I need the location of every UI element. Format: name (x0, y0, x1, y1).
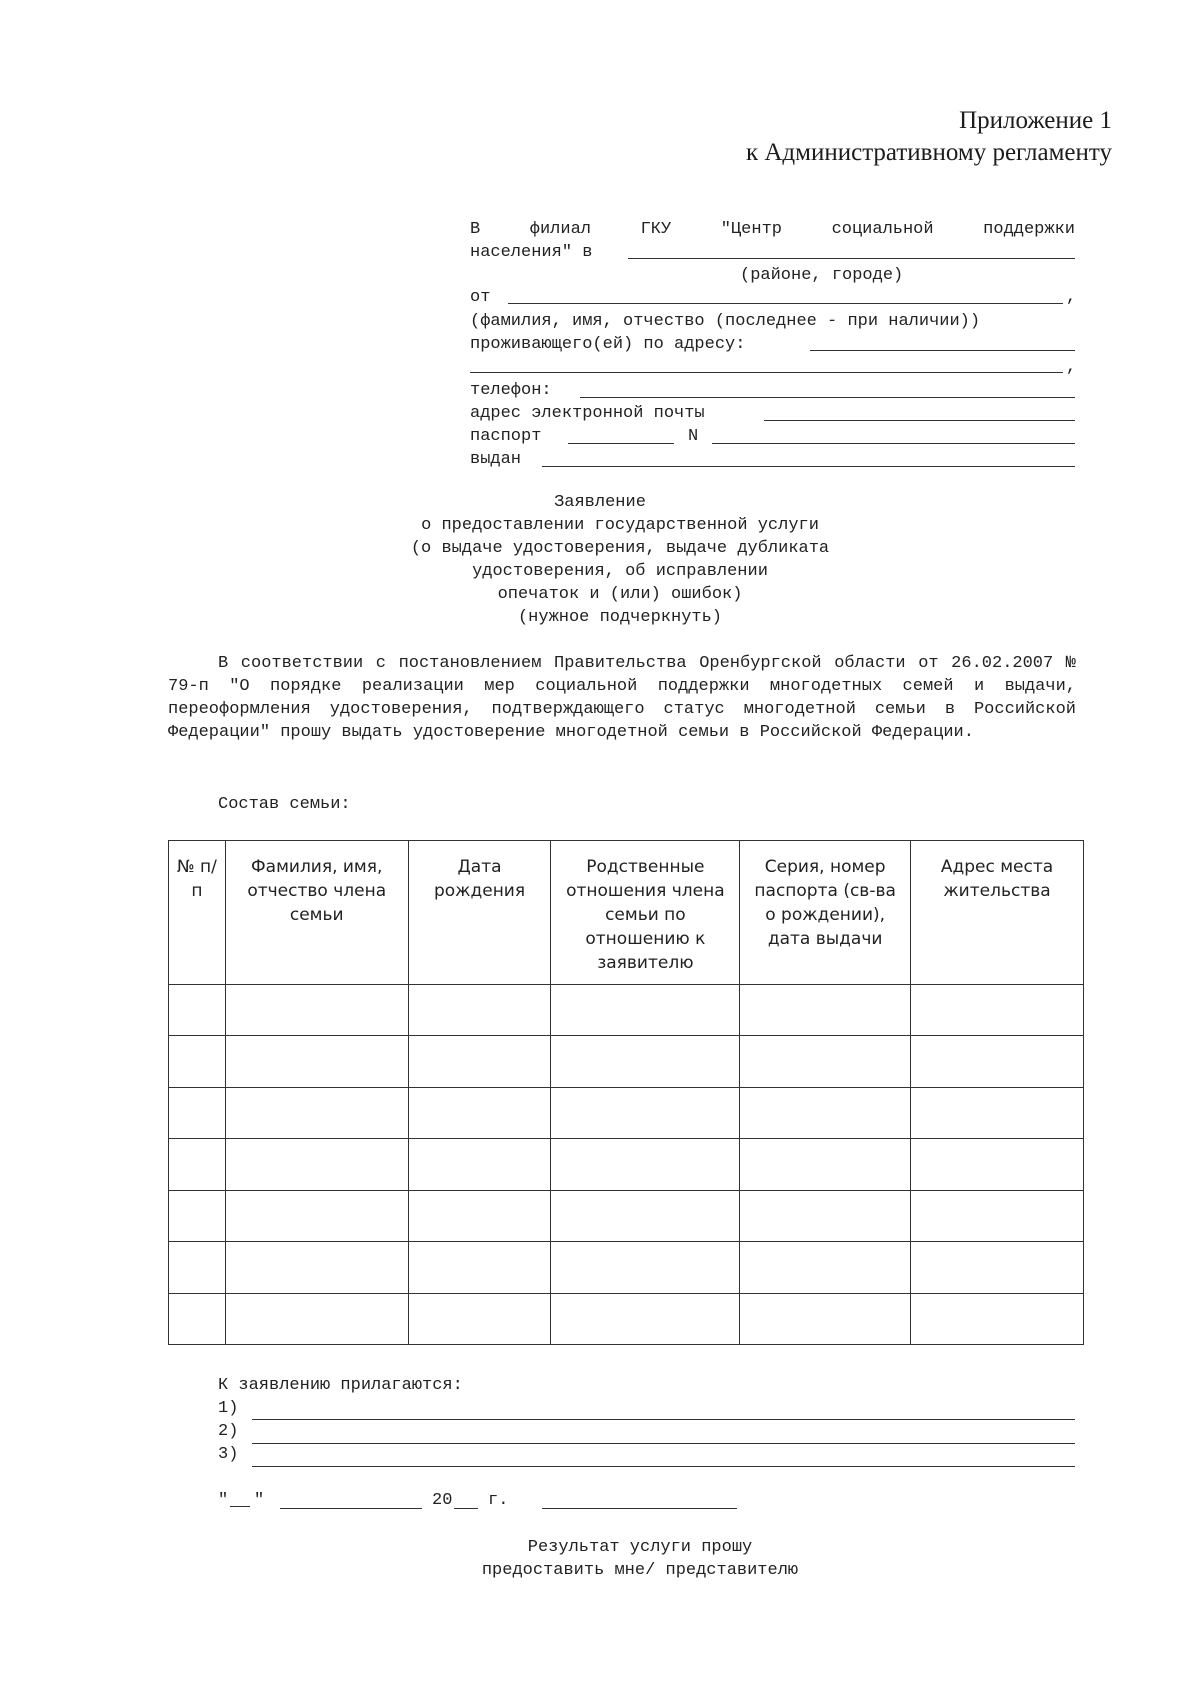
signature-blank-line[interactable] (542, 1508, 737, 1509)
address-comma: , (1066, 358, 1077, 377)
title-line-3: (о выдаче удостоверения, выдаче дубликата (410, 539, 830, 558)
issued-by-blank-line[interactable] (542, 466, 1075, 467)
from-label: от (470, 288, 491, 307)
district-blank-line[interactable] (628, 258, 1075, 259)
phone-label: телефон: (470, 381, 552, 400)
passport-series-blank-line[interactable] (568, 443, 674, 444)
address-blank-line-1[interactable] (810, 350, 1075, 351)
year-suffix: г. (488, 1491, 509, 1510)
addressee-word: поддержки (983, 220, 1075, 239)
title-line-5: опечаток и (или) ошибок) (497, 585, 743, 604)
appendix-number: Приложение 1 (959, 107, 1112, 134)
addressee-line-2: населения" в (470, 243, 593, 262)
request-paragraph: В соответствии с постановлением Правительства Оренбургской области от 26.02.2007 № 79-п "О порядке реализации мер социальной поддержки многодетных семей и выдачи, переоформления удостоверения, подтверждающего статус многодетной семьи в Российской Федерации" прошу выдать удостоверение многодетной семьи в Российской Федерации. (168, 654, 1076, 742)
col-header-full-name: Фамилия, имя, отчество члена семьи (225, 841, 408, 985)
attachment-item-2-number: 2) (218, 1422, 239, 1441)
addressee-word: социальной (831, 220, 934, 239)
attachment-item-1-blank-line[interactable] (252, 1419, 1075, 1420)
passport-number-blank-line[interactable] (712, 443, 1075, 444)
attachment-item-3-number: 3) (218, 1445, 239, 1464)
email-label: адрес электронной почты (470, 404, 705, 423)
applicant-name-blank-line[interactable] (508, 303, 1063, 304)
col-header-relationship: Родственные отношения члена семьи по отношению к заявителю (551, 841, 740, 985)
col-header-birth-date: Дата рождения (408, 841, 551, 985)
address-label: проживающего(ей) по адресу: (470, 335, 746, 354)
addressee-word: филиал (529, 220, 591, 239)
col-header-number: № п/п (169, 841, 226, 985)
attachment-item-1-number: 1) (218, 1399, 239, 1418)
year-blank-line[interactable] (454, 1508, 478, 1509)
table-row[interactable] (169, 1242, 1084, 1293)
attachments-label: К заявлению прилагаются: (218, 1376, 463, 1395)
title-line-6: (нужное подчеркнуть) (517, 608, 723, 627)
result-line-2: предоставить мне/ представителю (481, 1561, 799, 1580)
passport-no-label: N (688, 427, 699, 446)
table-row[interactable] (169, 1190, 1084, 1241)
attachment-item-2-blank-line[interactable] (252, 1443, 1075, 1444)
addressee-word: В (470, 220, 481, 239)
family-table (168, 840, 1084, 1345)
title-line-2: о предоставлении государственной услуги (421, 516, 819, 535)
district-hint: (районе, городе) (740, 266, 904, 285)
family-composition-label: Состав семьи: (218, 795, 351, 814)
col-header-address: Адрес места жительства (911, 841, 1084, 985)
col-header-passport: Серия, номер паспорта (св-ва о рождении), дата выдачи (740, 841, 911, 985)
month-blank-line[interactable] (280, 1508, 422, 1509)
table-row[interactable] (169, 1139, 1084, 1190)
appendix-reference: к Административному регламенту (745, 139, 1112, 166)
addressee-word: ГКУ (640, 220, 672, 239)
table-row[interactable] (169, 1087, 1084, 1138)
document-title: Заявление (554, 493, 646, 512)
result-line-1: Результат услуги прошу (527, 1538, 753, 1557)
name-hint: (фамилия, имя, отчество (последнее - при наличии)) (470, 312, 981, 331)
email-blank-line[interactable] (764, 420, 1075, 421)
table-header-row (169, 841, 1084, 985)
date-quote-close: " (254, 1491, 265, 1510)
addressee-line-1 (470, 218, 1075, 241)
day-blank-line[interactable] (230, 1506, 250, 1507)
table-row[interactable] (169, 1293, 1084, 1344)
table-row[interactable] (169, 1036, 1084, 1087)
year-prefix: 20 (432, 1491, 453, 1510)
attachment-item-3-blank-line[interactable] (252, 1466, 1075, 1467)
issued-label: выдан (470, 450, 522, 469)
phone-blank-line[interactable] (580, 397, 1075, 398)
address-blank-line-2[interactable] (470, 372, 1063, 373)
title-line-4: удостоверения, об исправлении (472, 562, 768, 581)
table-row[interactable] (169, 985, 1084, 1036)
passport-label: паспорт (470, 427, 542, 446)
from-comma: , (1066, 288, 1077, 307)
date-quote-open: " (218, 1491, 229, 1510)
addressee-word: "Центр (720, 220, 782, 239)
